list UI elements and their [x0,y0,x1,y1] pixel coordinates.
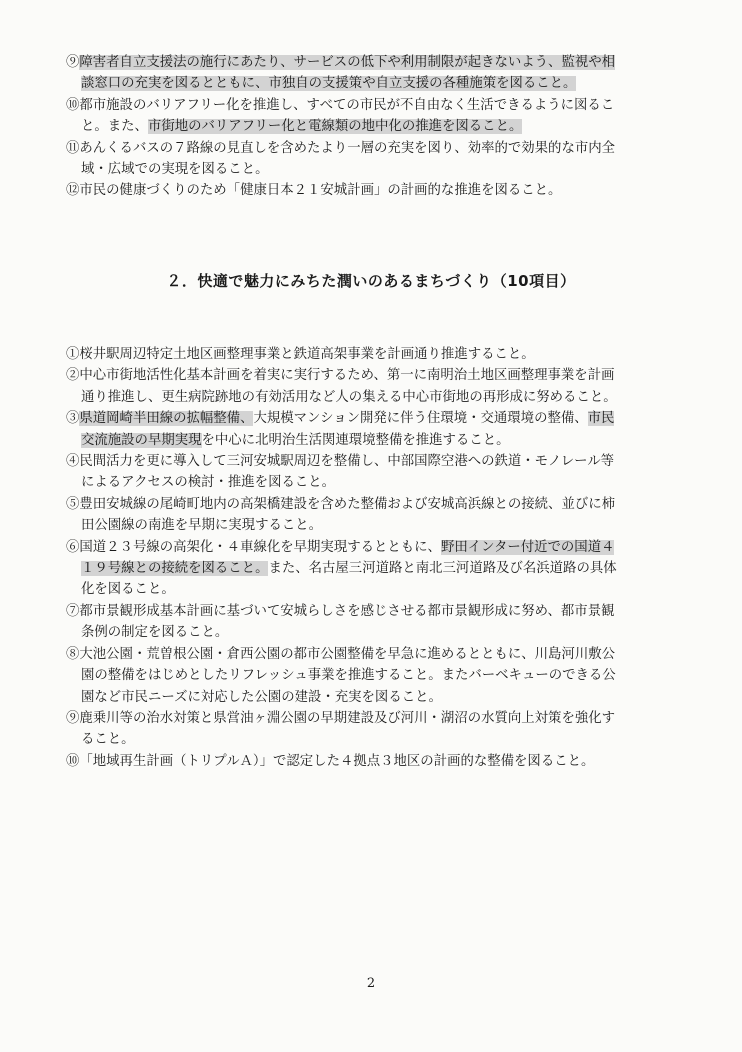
highlighted-text: 市街地のバリアフリー化と電線類の地中化の推進を図ること。 [147,119,523,135]
highlighted-text: 市民 [587,411,615,427]
list-item [66,138,696,181]
item-text: 化を図ること。 [81,582,175,598]
highlighted-text: １９号線との接続を図ること。 [81,561,269,577]
list-item [66,344,696,365]
item-line [66,472,696,493]
item-line [66,365,696,386]
item-text: ②中心市街地活性化基本計画を着実に実行するため、第一に南明治土地区画整理事業を計画 [66,368,615,384]
highlighted-text: 交流施設の早期実現 [81,432,202,448]
item-text: 条例の制定を図ること。 [81,625,229,641]
item-text: 田公園線の南進を早期に実現すること。 [81,518,323,534]
item-line [66,138,696,159]
item-text: ること。 [81,732,135,748]
item-text: ⑥国道２３号線の高架化・４車線化を早期実現するとともに、 [66,539,441,555]
item-text: ⑨ [66,55,80,70]
welfare-request-list [66,52,696,202]
list-item [66,537,696,601]
item-line [66,52,696,73]
highlighted-text: 談窓口の充実を図るとともに、市独自の支援策や自立支援の各種施策を図ること。 [81,76,577,92]
list-item [66,708,696,751]
item-text: 園など市民ニーズに対応した公園の建設・充実を図ること。 [81,689,442,705]
item-line [66,537,696,558]
item-text: 通り推進し、更生病院跡地の有効活用など人の集える中心市街地の再形成に努めること。 [81,389,617,405]
item-text: ⑩都市施設のバリアフリー化を推進し、すべての市民が不自由なく生活できるように図るこ [66,97,615,113]
item-line [66,430,696,451]
item-line [66,494,696,515]
item-text: ⑨鹿乗川等の治水対策と県営油ヶ淵公園の早期建設及び河川・湖沼の水質向上対策を強化す [66,710,616,726]
highlighted-text: 県道岡崎半田線の拡幅整備、 [79,411,254,427]
item-text: ⑩「地域再生計画（トリプルＡ）」で認定した４拠点３地区の計画的な整備を図ること。 [66,753,595,769]
item-line [66,73,696,94]
list-item [66,408,696,451]
list-item [66,451,696,494]
highlighted-text: 野田インター付近での国道４ [440,539,615,555]
item-line [66,644,696,665]
item-line [66,665,696,686]
item-text: ③ [66,411,80,427]
item-line [66,729,696,750]
item-line [66,579,696,600]
item-line [66,558,696,579]
list-item [66,494,696,537]
item-line [66,708,696,729]
item-text: ⑤豊田安城線の尾崎町地内の高架橋建設を含めた整備および安城高浜線との接続、並びに柿 [66,496,616,512]
item-line [66,408,696,429]
item-text: 園の整備をはじめとしたリフレッシュ事業を推進すること。またバーベキューのできる公 [81,668,616,684]
item-text: と。また、 [81,119,148,135]
list-item [66,644,696,708]
list-item [66,95,696,138]
item-text: 大規模マンション開発に伴う住環境・交通環境の整備、 [253,411,588,427]
item-text: によるアクセスの検討・推進を図ること。 [81,475,336,491]
highlighted-text: 障害者自立支援法の施行にあたり、サービスの低下や利用制限が起きないよう、監視や相 [79,55,616,70]
page-number: 2 [366,976,376,991]
item-line [66,180,696,201]
item-text: ④民間活力を更に導入して三河安城駅周辺を整備し、中部国際空港への鉄道・モノレール等 [66,454,615,470]
item-line [66,95,696,116]
item-line [66,387,696,408]
section-heading: ２．快適で魅力にみちた潤いのあるまちづくり（10項目） [166,272,576,290]
list-item [66,365,696,408]
item-text: を中心に北明治生活関連環境整備を推進すること。 [201,432,510,448]
item-line [66,751,696,772]
item-line [66,515,696,536]
item-text: ①桜井駅周辺特定土地区画整理事業と鉄道高架事業を計画通り推進すること。 [66,347,535,362]
item-text: ⑫市民の健康づくりのため「健康日本２１安城計画」の計画的な推進を図ること。 [66,183,562,199]
item-line [66,344,696,365]
list-item [66,751,696,772]
list-item [66,180,696,201]
list-item [66,52,696,95]
item-text: ⑪あんくるバスの７路線の見直しを含めたより一層の充実を図り、効率的で効果的な市内全 [66,140,616,156]
urban-development-request-list [66,344,696,772]
list-item [66,601,696,644]
item-text: また、名古屋三河道路と南北三河道路及び名浜道路の具体 [268,561,617,577]
item-line [66,451,696,472]
item-text: 域・広域での実現を図ること。 [81,162,269,178]
item-line [66,687,696,708]
item-line [66,159,696,180]
item-text: ⑧大池公園・荒曽根公園・倉西公園の都市公園整備を早急に進めるとともに、川島河川敷公 [66,646,616,662]
item-text: ⑦都市景観形成基本計画に基づいて安城らしさを感じさせる都市景観形成に努め、都市景観 [66,603,615,619]
item-line [66,601,696,622]
item-line [66,116,696,137]
item-line [66,622,696,643]
